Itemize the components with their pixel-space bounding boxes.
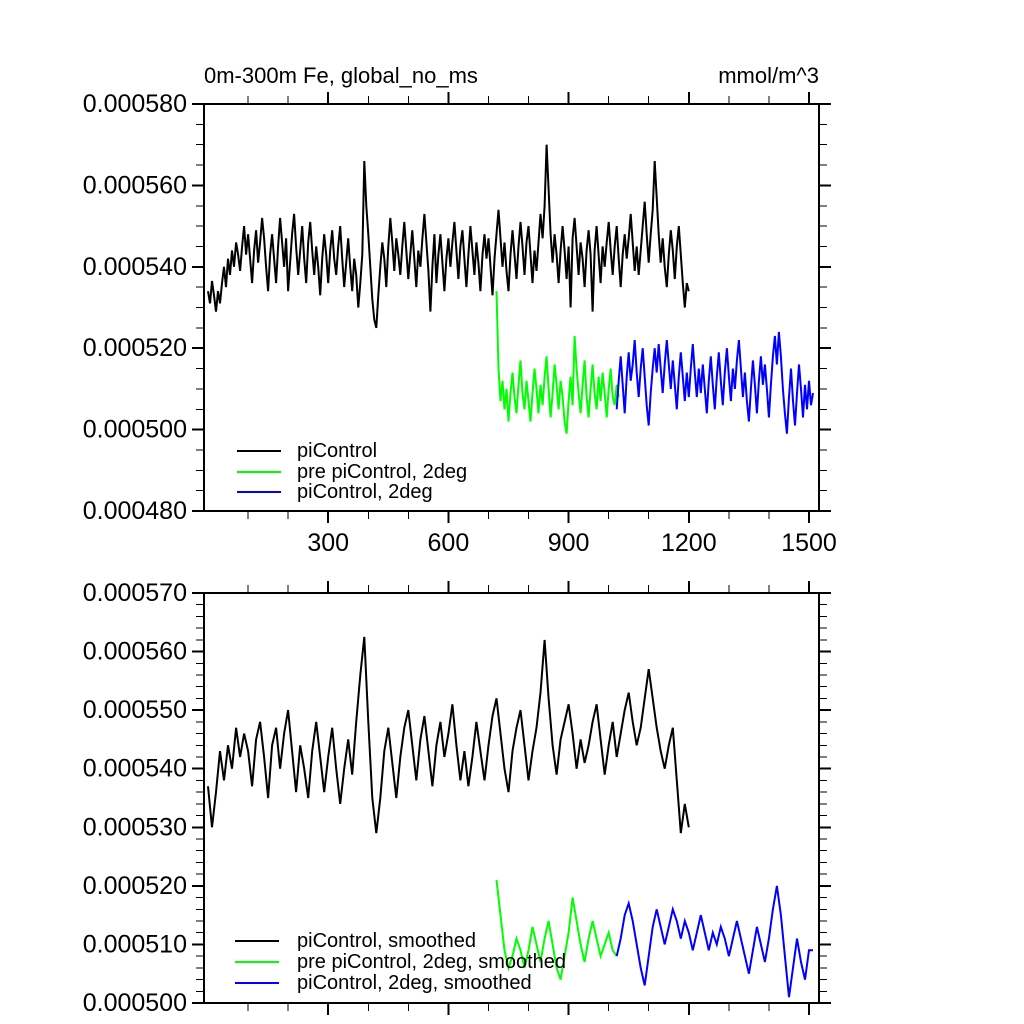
- panel-raw: [83, 90, 837, 557]
- y-tick-label: 0.000550: [82, 696, 187, 725]
- axes-smoothed: [192, 581, 831, 1015]
- y-tick-label: 0.000520: [82, 871, 187, 900]
- y-tick-label: 0.000560: [82, 171, 187, 200]
- y-tick-label: 0.000570: [82, 579, 187, 607]
- y-tick-label: 0.000540: [82, 252, 187, 281]
- y-tick-label: 0.000530: [82, 813, 187, 842]
- bottom-panel-legend: [297, 930, 566, 994]
- y-tick-label: 0.000520: [82, 334, 187, 363]
- y-tick-label: 0.000500: [82, 415, 187, 444]
- x-tick-label: 900: [547, 529, 590, 557]
- series-line-raw-1: [497, 291, 619, 434]
- legend-label-piControl: piControl: [297, 440, 378, 462]
- series-line-smoothed-0: [208, 637, 689, 833]
- legend-label-piControl-2deg: piControl, 2deg: [297, 481, 433, 503]
- series-line-raw-0: [208, 145, 689, 328]
- y-tick-label: 0.000560: [82, 637, 187, 666]
- y-tick-label: 0.000510: [82, 930, 187, 959]
- top-panel-legend: [297, 440, 467, 503]
- series-line-smoothed-2: [617, 886, 813, 997]
- x-tick-label: 1200: [660, 529, 717, 557]
- axes-raw: [192, 92, 831, 523]
- legend-label-pre-piControl-2deg-smoothed: pre piControl, 2deg, smoothed: [297, 951, 567, 973]
- y-tick-label: 0.000580: [82, 90, 187, 118]
- y-tick-label: 0.000480: [82, 497, 187, 525]
- legend-label-pre-piControl-2deg: pre piControl, 2deg: [297, 461, 468, 483]
- legend-label-piControl-smoothed: piControl, smoothed: [297, 930, 476, 952]
- y-tick-label: 0.000500: [82, 989, 187, 1017]
- legend-label-piControl-2deg-smoothed: piControl, 2deg, smoothed: [297, 972, 532, 994]
- top-panel-title: 0m-300m Fe, global_no_ms: [204, 63, 478, 88]
- series-line-raw-2: [617, 332, 813, 434]
- x-tick-label: 600: [427, 529, 470, 557]
- x-tick-label: 300: [307, 529, 350, 557]
- x-tick-label: 1500: [781, 529, 837, 557]
- y-tick-label: 0.000540: [82, 754, 187, 783]
- top-panel-units-label: mmol/m^3: [718, 63, 819, 88]
